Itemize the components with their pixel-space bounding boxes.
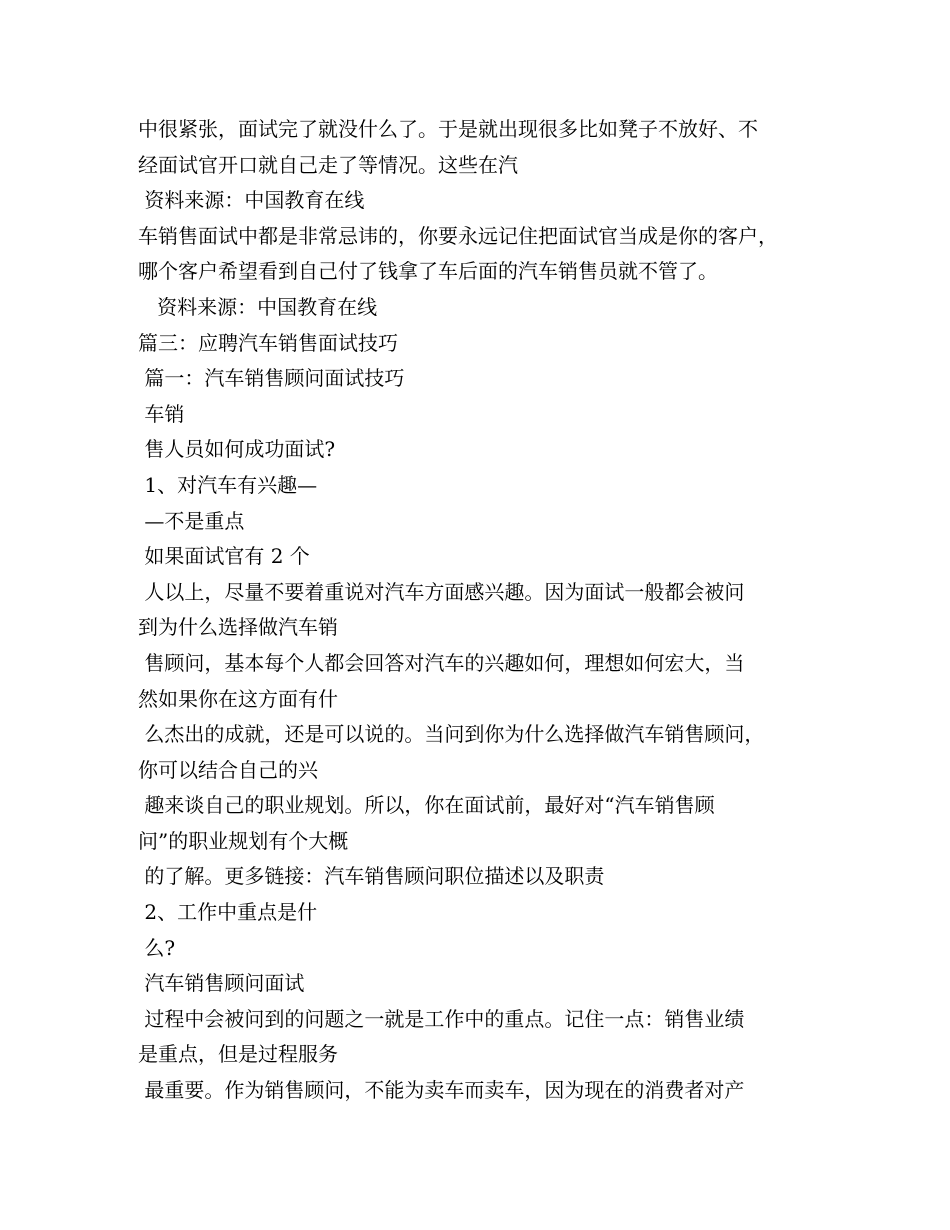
text-line: 售人员如何成功面试? <box>138 437 336 462</box>
text-line: 么? <box>138 935 176 960</box>
section-heading: 篇三：应聘汽车销售面试技巧 <box>138 330 398 355</box>
text-line: 人以上，尽量不要着重说对汽车方面感兴趣。因为面试一般都会被问 <box>138 579 745 604</box>
text-line: 最重要。作为销售顾问，不能为卖车而卖车，因为现在的消费者对产 <box>138 1078 745 1103</box>
text-line: —不是重点 <box>138 508 245 533</box>
text-line: 么杰出的成就，还是可以说的。当问到你为什么选择做汽车销售顾问， <box>138 722 765 747</box>
text-line: 过程中会被问到的问题之一就是工作中的重点。记住一点：销售业绩 <box>138 1006 745 1031</box>
text-line: 的了解。更多链接：汽车销售顾问职位描述以及职责 <box>138 864 605 889</box>
section-heading: 篇一：汽车销售顾问面试技巧 <box>138 366 405 391</box>
source-note: 资料来源：中国教育在线 <box>138 188 365 213</box>
text-line: 车销 <box>138 401 185 426</box>
numbered-heading: 2、工作中重点是什 <box>138 900 318 925</box>
document-body <box>138 112 828 1109</box>
text-line: 汽车销售顾问面试 <box>138 971 305 996</box>
text-line: 然如果你在这方面有什 <box>138 686 338 711</box>
text-line: 你可以结合自己的兴 <box>138 757 318 782</box>
text-line: 到为什么选择做汽车销 <box>138 615 338 640</box>
numbered-heading: 1、对汽车有兴趣— <box>138 472 318 497</box>
text-line: 经面试官开口就自己走了等情况。这些在汽 <box>138 152 518 177</box>
text-line: 如果面试官有 2 个 <box>138 544 310 569</box>
source-note: 资料来源：中国教育在线 <box>138 294 378 319</box>
text-line: 是重点，但是过程服务 <box>138 1042 338 1067</box>
text-line: 中很紧张，面试完了就没什么了。于是就出现很多比如凳子不放好、不 <box>138 117 758 141</box>
text-line: 哪个客户希望看到自己付了钱拿了车后面的汽车销售员就不管了。 <box>138 259 718 284</box>
text-line: 车销售面试中都是非常忌讳的，你要永远记住把面试官当成是你的客户， <box>138 223 778 248</box>
text-line: 趣来谈自己的职业规划。所以，你在面试前，最好对“汽车销售顾 <box>138 793 715 818</box>
text-line: 售顾问，基本每个人都会回答对汽车的兴趣如何，理想如何宏大，当 <box>138 650 745 675</box>
text-line: 问”的职业规划有个大概 <box>138 828 349 853</box>
